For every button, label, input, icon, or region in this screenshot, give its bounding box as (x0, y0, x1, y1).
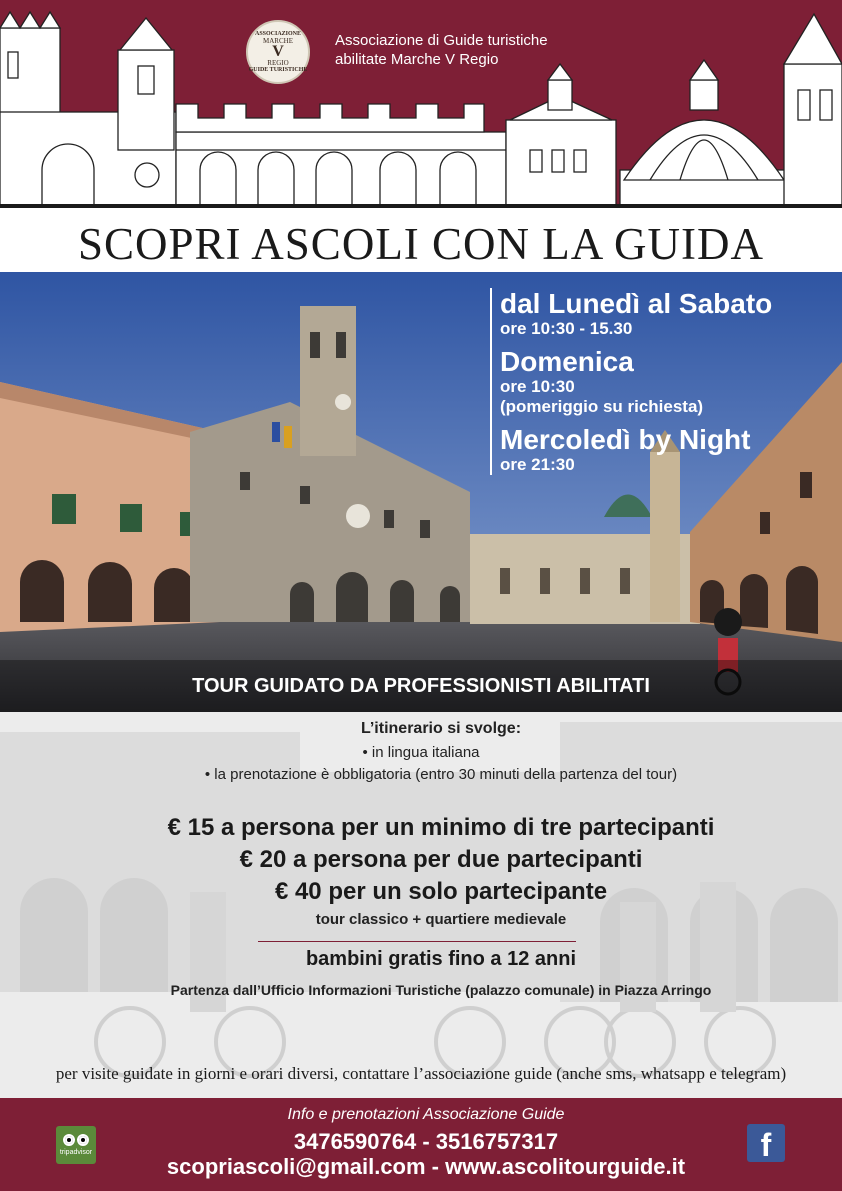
footer-email-website: scopriascoli@gmail.com - www.ascolitourguide.it (166, 1154, 686, 1179)
photo-caption: TOUR GUIDATO DA PROFESSIONISTI ABILITATI (192, 675, 650, 697)
logo-top-text: ASSOCIAZIONE (254, 31, 301, 37)
schedule-weekday-time: ore 10:30 - 15.30 (500, 319, 633, 338)
schedule-weekday-title: dal Lunedì al Sabato (500, 288, 773, 319)
logo-bottom-text: GUIDE TURISTICHE (248, 67, 308, 73)
itinerary-heading: L’itinerario si svolge: (360, 720, 522, 737)
logo-center-text: V (272, 43, 284, 60)
contact-note: per visite guidate in giorni e orari diversi, contattare l’associazione guide (anche sms, whatsapp e telegram) (55, 1064, 787, 1083)
itinerary-bullet-language: • in lingua italiana (362, 744, 480, 761)
footer-heading: Info e prenotazioni Associazione Guide (287, 1106, 565, 1123)
facebook-icon[interactable]: f (747, 1124, 785, 1162)
logo-sub-text: REGIO (267, 59, 289, 67)
schedule-sunday-title: Domenica (500, 346, 634, 377)
price-one-participant: € 40 per un solo partecipante (274, 878, 608, 905)
schedule-sunday-time: ore 10:30 (500, 377, 575, 396)
org-line-1: Associazione di Guide turistiche (335, 32, 548, 49)
association-logo (246, 20, 310, 84)
itinerary-bullet-booking: • la prenotazione è obbligatoria (entro 30 minuti della partenza del tour) (204, 766, 678, 783)
logo-mid-text: MARCHE (263, 37, 293, 45)
header-banner (0, 0, 842, 208)
tripadvisor-eye-right (77, 1134, 89, 1146)
tour-type: tour classico + quartiere medievale (315, 911, 567, 928)
kids-free-notice: bambini gratis fino a 12 anni (305, 948, 577, 970)
tripadvisor-icon[interactable] (56, 1126, 96, 1164)
org-line-2: abilitate Marche V Regio (335, 51, 499, 68)
departure-info: Partenza dall’Ufficio Informazioni Turistiche (palazzo comunale) in Piazza Arringo (170, 982, 712, 998)
schedule-night-time: ore 21:30 (500, 455, 575, 474)
title-band (0, 208, 842, 272)
tripadvisor-eye-left (63, 1134, 75, 1146)
price-three-participants: € 15 a persona per un minimo di tre partecipanti (167, 814, 715, 841)
schedule-night-title: Mercoledì by Night (500, 424, 751, 455)
schedule-sunday-note: (pomeriggio su richiesta) (500, 397, 704, 416)
tripadvisor-label: tripadvisor (59, 1149, 93, 1156)
page-title: SCOPRI ASCOLI CON LA GUIDA (77, 219, 765, 269)
footer-phones: 3476590764 - 3516757317 (293, 1129, 559, 1154)
divider (258, 941, 576, 942)
price-two-participants: € 20 a persona per due partecipanti (239, 846, 643, 873)
organization-name (335, 31, 548, 69)
schedule-box (490, 288, 772, 475)
